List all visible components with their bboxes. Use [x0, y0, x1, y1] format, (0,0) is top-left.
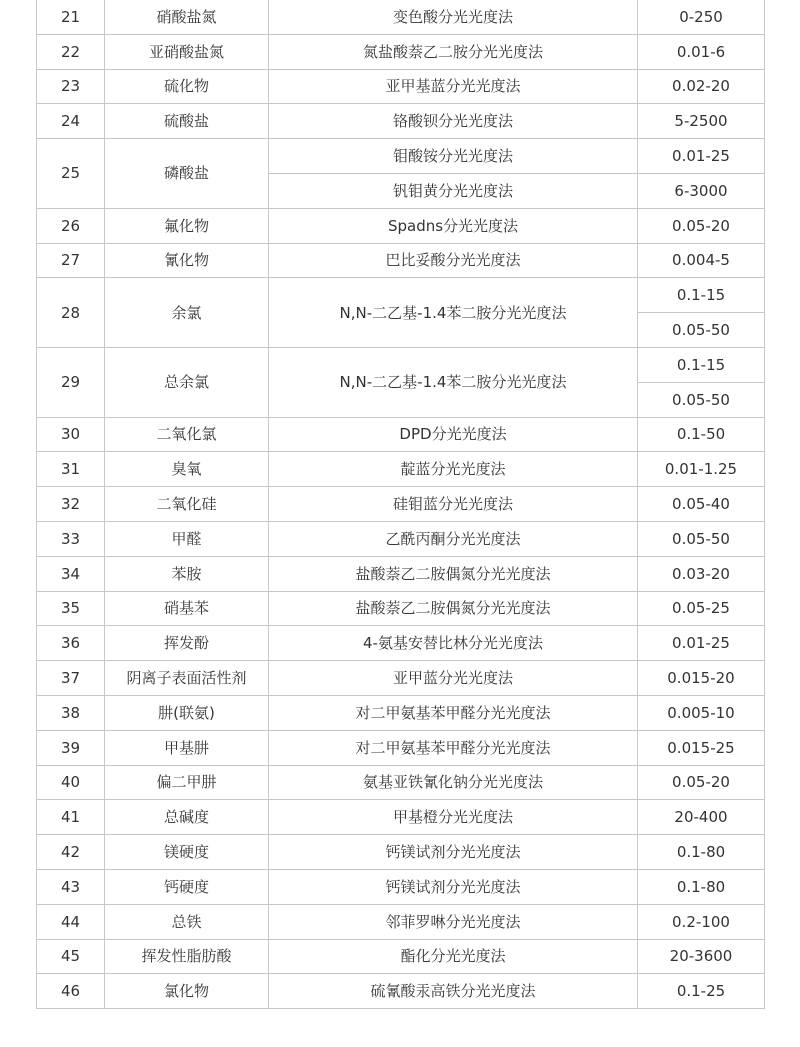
- test-method: 钙镁试剂分光光度法: [269, 835, 638, 870]
- test-item: 总余氯: [105, 347, 269, 417]
- test-item: 总碱度: [105, 800, 269, 835]
- table-row: [37, 69, 765, 104]
- row-number: 31: [37, 452, 105, 487]
- row-number: 33: [37, 521, 105, 556]
- test-item: 总铁: [105, 904, 269, 939]
- measuring-range: 0.015-20: [638, 661, 765, 696]
- table-row: [37, 452, 765, 487]
- table-row: [37, 800, 765, 835]
- test-item: 氟化物: [105, 208, 269, 243]
- table-row: [37, 835, 765, 870]
- row-number: 28: [37, 278, 105, 348]
- row-number: 46: [37, 974, 105, 1009]
- measuring-range: 0.05-20: [638, 765, 765, 800]
- measuring-range: 0.05-50: [638, 313, 765, 348]
- table-row: [37, 208, 765, 243]
- table-row: [37, 34, 765, 69]
- test-item: 硫酸盐: [105, 104, 269, 139]
- test-method: 甲基橙分光光度法: [269, 800, 638, 835]
- test-item: 硝基苯: [105, 591, 269, 626]
- table-row: [37, 869, 765, 904]
- table-row: [37, 0, 765, 34]
- table-row: [37, 904, 765, 939]
- table-row: [37, 626, 765, 661]
- table-row: [37, 939, 765, 974]
- test-item: 镁硬度: [105, 835, 269, 870]
- measuring-range: 0.1-80: [638, 869, 765, 904]
- table-row: [37, 765, 765, 800]
- table-row: [37, 243, 765, 278]
- test-method: 对二甲氨基苯甲醛分光光度法: [269, 695, 638, 730]
- table-row: [37, 139, 765, 174]
- measuring-range: 0.05-25: [638, 591, 765, 626]
- table-row: [37, 730, 765, 765]
- table-row: [37, 521, 765, 556]
- test-method: 盐酸萘乙二胺偶氮分光光度法: [269, 591, 638, 626]
- row-number: 27: [37, 243, 105, 278]
- test-method: 4-氨基安替比林分光光度法: [269, 626, 638, 661]
- row-number: 26: [37, 208, 105, 243]
- test-method: 氨基亚铁氰化钠分光光度法: [269, 765, 638, 800]
- test-item: 臭氧: [105, 452, 269, 487]
- measuring-range: 6-3000: [638, 173, 765, 208]
- test-item: 硝酸盐氮: [105, 0, 269, 34]
- table-row: [37, 556, 765, 591]
- test-item: 偏二甲肼: [105, 765, 269, 800]
- row-number: 35: [37, 591, 105, 626]
- test-item: 甲基肼: [105, 730, 269, 765]
- measuring-range: 0.05-50: [638, 382, 765, 417]
- row-number: 44: [37, 904, 105, 939]
- measuring-range: 0.2-100: [638, 904, 765, 939]
- measuring-range: 0.1-25: [638, 974, 765, 1009]
- measuring-range: 0.05-20: [638, 208, 765, 243]
- measuring-range: 0.01-1.25: [638, 452, 765, 487]
- row-number: 24: [37, 104, 105, 139]
- table-row: [37, 487, 765, 522]
- test-method: 变色酸分光光度法: [269, 0, 638, 34]
- measuring-range: 0.1-15: [638, 347, 765, 382]
- measuring-range: 0.05-40: [638, 487, 765, 522]
- test-method: 酯化分光光度法: [269, 939, 638, 974]
- table-row: [37, 417, 765, 452]
- measuring-range: 0.015-25: [638, 730, 765, 765]
- row-number: 39: [37, 730, 105, 765]
- test-method: 靛蓝分光光度法: [269, 452, 638, 487]
- row-number: 40: [37, 765, 105, 800]
- test-item: 苯胺: [105, 556, 269, 591]
- row-number: 38: [37, 695, 105, 730]
- table-row: [37, 104, 765, 139]
- table-row: [37, 347, 765, 382]
- test-method: 巴比妥酸分光光度法: [269, 243, 638, 278]
- test-item: 甲醛: [105, 521, 269, 556]
- test-item: 氯化物: [105, 974, 269, 1009]
- test-item: 钙硬度: [105, 869, 269, 904]
- test-method: 亚甲蓝分光光度法: [269, 661, 638, 696]
- table-row: [37, 661, 765, 696]
- test-item: 亚硝酸盐氮: [105, 34, 269, 69]
- test-item: 肼(联氨): [105, 695, 269, 730]
- measuring-range: 0.01-25: [638, 626, 765, 661]
- measuring-range: 0.01-6: [638, 34, 765, 69]
- row-number: 34: [37, 556, 105, 591]
- measuring-range: 20-3600: [638, 939, 765, 974]
- table-body: [37, 0, 765, 1009]
- row-number: 29: [37, 347, 105, 417]
- test-item: 硫化物: [105, 69, 269, 104]
- test-method: 钼酸铵分光光度法: [269, 139, 638, 174]
- row-number: 22: [37, 34, 105, 69]
- test-method: 氮盐酸萘乙二胺分光光度法: [269, 34, 638, 69]
- test-item: 二氧化硅: [105, 487, 269, 522]
- row-number: 32: [37, 487, 105, 522]
- test-item: 二氧化氯: [105, 417, 269, 452]
- test-method: 亚甲基蓝分光光度法: [269, 69, 638, 104]
- measuring-range: 0.005-10: [638, 695, 765, 730]
- test-method: N,N-二乙基-1.4苯二胺分光光度法: [269, 278, 638, 348]
- test-method: 邻菲罗啉分光光度法: [269, 904, 638, 939]
- row-number: 41: [37, 800, 105, 835]
- test-method: 盐酸萘乙二胺偶氮分光光度法: [269, 556, 638, 591]
- test-item: 氰化物: [105, 243, 269, 278]
- test-method: 硅钼蓝分光光度法: [269, 487, 638, 522]
- measuring-range: 0.1-50: [638, 417, 765, 452]
- test-method: 钒钼黄分光光度法: [269, 173, 638, 208]
- row-number: 37: [37, 661, 105, 696]
- measuring-range: 0.004-5: [638, 243, 765, 278]
- test-method: 铬酸钡分光光度法: [269, 104, 638, 139]
- row-number: 42: [37, 835, 105, 870]
- test-method: N,N-二乙基-1.4苯二胺分光光度法: [269, 347, 638, 417]
- test-item: 挥发酚: [105, 626, 269, 661]
- test-method: 钙镁试剂分光光度法: [269, 869, 638, 904]
- table-row: [37, 591, 765, 626]
- table-row: [37, 695, 765, 730]
- measuring-range: 20-400: [638, 800, 765, 835]
- parameter-table: [36, 0, 765, 1009]
- measuring-range: 0.1-15: [638, 278, 765, 313]
- measuring-range: 0.05-50: [638, 521, 765, 556]
- test-item: 余氯: [105, 278, 269, 348]
- test-method: DPD分光光度法: [269, 417, 638, 452]
- row-number: 25: [37, 139, 105, 209]
- row-number: 45: [37, 939, 105, 974]
- measuring-range: 5-2500: [638, 104, 765, 139]
- test-item: 挥发性脂肪酸: [105, 939, 269, 974]
- test-method: 乙酰丙酮分光光度法: [269, 521, 638, 556]
- row-number: 23: [37, 69, 105, 104]
- measuring-range: 0.1-80: [638, 835, 765, 870]
- row-number: 43: [37, 869, 105, 904]
- row-number: 30: [37, 417, 105, 452]
- test-item: 阴离子表面活性剂: [105, 661, 269, 696]
- table-row: [37, 974, 765, 1009]
- test-item: 磷酸盐: [105, 139, 269, 209]
- row-number: 36: [37, 626, 105, 661]
- measuring-range: 0.03-20: [638, 556, 765, 591]
- measuring-range: 0.02-20: [638, 69, 765, 104]
- row-number: 21: [37, 0, 105, 34]
- measuring-range: 0.01-25: [638, 139, 765, 174]
- test-method: 对二甲氨基苯甲醛分光光度法: [269, 730, 638, 765]
- test-method: 硫氰酸汞高铁分光光度法: [269, 974, 638, 1009]
- test-method: Spadns分光光度法: [269, 208, 638, 243]
- table-row: [37, 278, 765, 313]
- measuring-range: 0-250: [638, 0, 765, 34]
